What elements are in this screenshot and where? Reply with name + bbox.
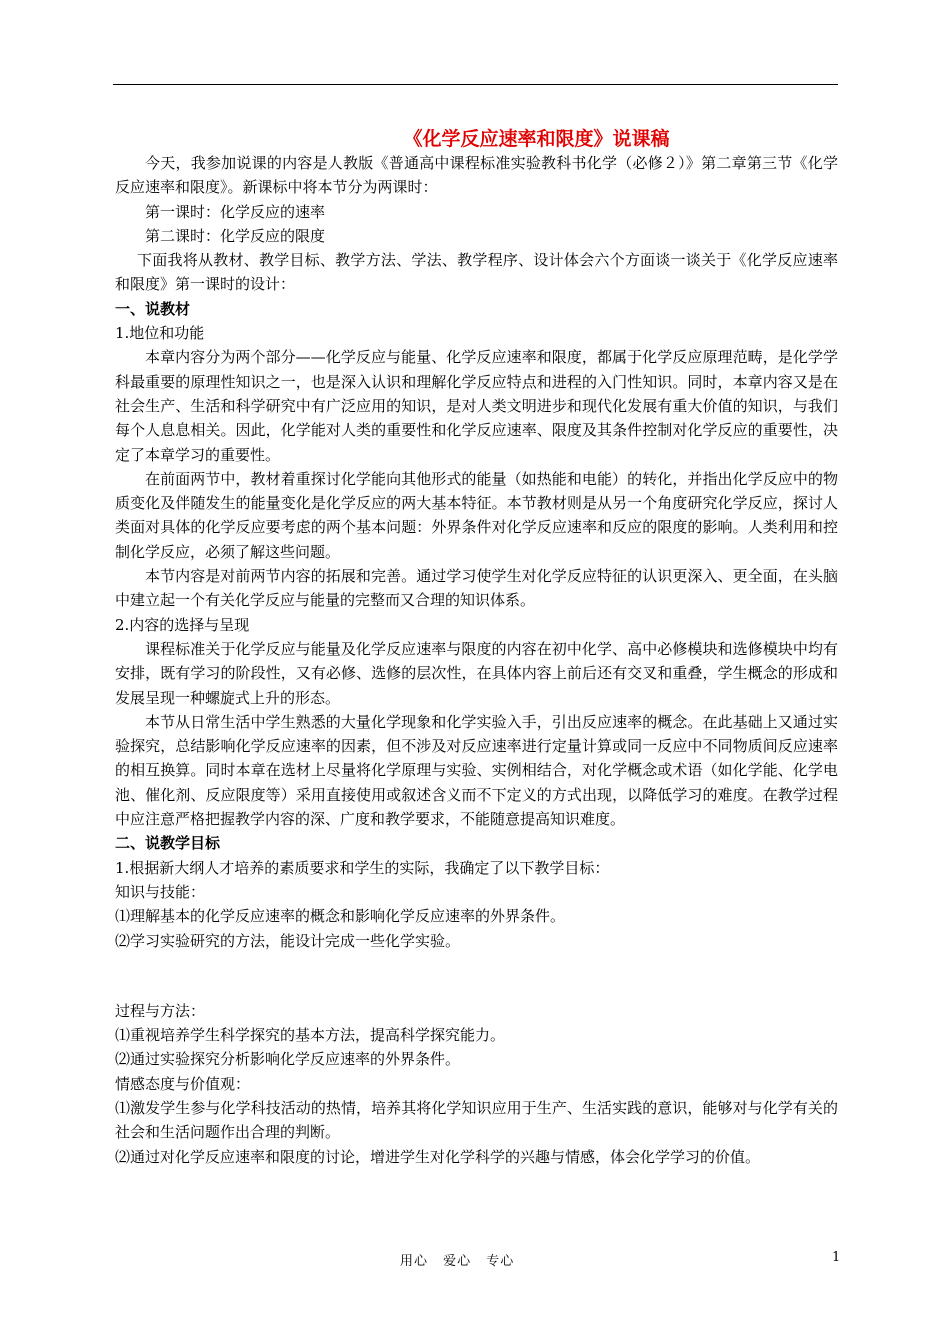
objective-category: 过程与方法： <box>115 1001 206 1020</box>
body-paragraph: 本章内容分为两个部分——化学反应与能量、化学反应速率和限度，都属于化学反应原理范畴，是化学学科最重要的原理性知识之一，也是深入认识和理解化学反应特点和进程的入门性知识。同时，本章内容又是在社会生产、生活和科学研究中有广泛应用的知识，是对人类文明进步和现代化发展有重大价值的知识，与我们每个人息息相关。因此，化学能对人类的重要性和化学反应速率、限度及其条件控制对化学反应的重要性，决定了本章学习的重要性。 <box>115 348 838 464</box>
page-footer <box>0 1250 950 1270</box>
document-body <box>115 126 838 1169</box>
outline-paragraph: 下面我将从教材、教学目标、教学方法、学法、教学程序、设计体会六个方面谈一谈关于《化学反应速率和限度》第一课时的设计： <box>115 251 838 294</box>
objective-item: ⑴激发学生参与化学科技活动的热情，培养其将化学知识应用于生产、生活实践的意识，能够对与化学有关的社会和生活问题作出合理的判断。 <box>115 1098 838 1142</box>
section-heading-textbook: 一、说教材 <box>115 299 191 318</box>
objectives-intro: 1.根据新大纲人才培养的素质要求和学生的实际，我确定了以下教学目标： <box>115 858 610 877</box>
subheading-content-selection: 2.内容的选择与呈现 <box>115 615 250 634</box>
section-heading-objectives: 二、说教学目标 <box>115 834 221 853</box>
document-title: 《化学反应速率和限度》说课稿 <box>403 128 670 150</box>
objective-category: 知识与技能： <box>115 882 206 901</box>
lesson-two-line: 第二课时：化学反应的限度 <box>145 226 326 245</box>
objective-category: 情感态度与价值观： <box>115 1074 251 1093</box>
intro-paragraph: 今天，我参加说课的内容是人教版《普通高中课程标准实验教科书化学（必修２）》第二章第三节《化学反应速率和限度》。新课标中将本节分为两课时： <box>115 154 838 197</box>
objective-item: ⑵学习实验研究的方法，能设计完成一些化学实验。 <box>115 931 461 950</box>
spacer <box>115 953 838 999</box>
body-paragraph: 本节从日常生活中学生熟悉的大量化学现象和化学实验入手，引出反应速率的概念。在此基础上又通过实验探究，总结影响化学反应速率的因素，但不涉及对反应速率进行定量计算或同一反应中不同物质间反应速率的相互换算。同时本章在选材上尽量将化学原理与实验、实例相结合，对化学概念或术语（如化学能、化学电池、催化剂、反应限度等）采用直接使用或叙述含义而不下定义的方式出现，以降低学习的难度。在教学过程中应注意严格把握教学内容的深、广度和教学要求，不能随意提高知识难度。 <box>115 712 838 829</box>
body-paragraph: 课程标准关于化学反应与能量及化学反应速率与限度的内容在初中化学、高中必修模块和选修模块中均有安排，既有学习的阶段性，又有必修、选修的层次性，在具体内容上前后还有交叉和重叠，学生概念的形成和发展呈现一种螺旋式上升的形态。 <box>115 639 838 707</box>
objective-item: ⑵通过对化学反应速率和限度的讨论，增进学生对化学科学的兴趣与情感，体会化学学习的价值。 <box>115 1147 761 1166</box>
lesson-one-line: 第一课时：化学反应的速率 <box>145 202 326 221</box>
objective-item: ⑵通过实验探究分析影响化学反应速率的外界条件。 <box>115 1050 461 1069</box>
header-rule <box>113 84 838 85</box>
page-number: 1 <box>832 1250 841 1265</box>
subheading-position: 1.地位和功能 <box>115 324 205 343</box>
objective-item: ⑴重视培养学生科学探究的基本方法，提高科学探究能力。 <box>115 1026 506 1045</box>
body-paragraph: 本节内容是对前两节内容的拓展和完善。通过学习使学生对化学反应特征的认识更深入、更全面，在头脑中建立起一个有关化学反应与能量的完整而又合理的知识体系。 <box>115 567 838 610</box>
body-paragraph: 在前面两节中，教材着重探讨化学能向其他形式的能量（如热能和电能）的转化，并指出化学反应中的物质变化及伴随发生的能量变化是化学反应的两大基本特征。本节教材则是从另一个角度研究化学反应，探讨人类面对具体的化学反应要考虑的两个基本问题：外界条件对化学反应速率和反应的限度的影响。人类利用和控制化学反应，必须了解这些问题。 <box>115 469 838 561</box>
footer-motto: 用心 爱心 专心 <box>400 1254 515 1269</box>
objective-item: ⑴理解基本的化学反应速率的概念和影响化学反应速率的外界条件。 <box>115 907 566 926</box>
